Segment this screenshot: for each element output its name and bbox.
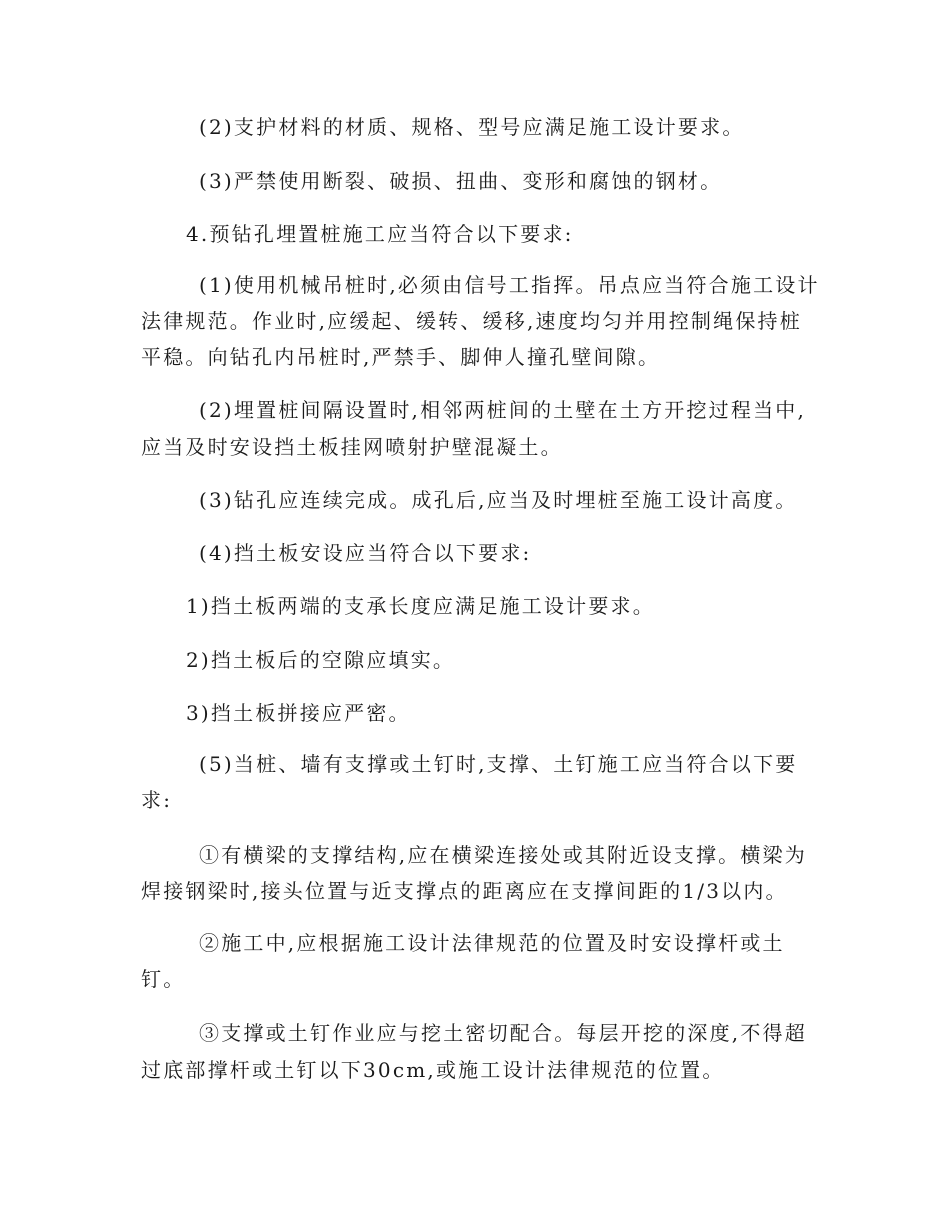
item-1-paragraph-line-3: 平稳。向钻孔内吊桩时,严禁手、脚伸人撞孔壁间隙。 — [141, 345, 661, 369]
circled-3-paragraph-line-2: 过底部撑杆或土钉以下30cm,或施工设计法律规范的位置。 — [141, 1058, 725, 1082]
item-5-paragraph-line-2: 求: — [141, 788, 173, 812]
section-4-heading: 4.预钻孔埋置桩施工应当符合以下要求: — [186, 222, 574, 246]
item-1-paragraph-line-2: 法律规范。作业时,应缓起、缓转、缓移,速度均匀并用控制绳保持桩 — [141, 309, 802, 333]
circled-3-paragraph-line-1: ③支撑或土钉作业应与挖土密切配合。每层开挖的深度,不得超 — [199, 1021, 807, 1045]
circled-1-paragraph-line-2: 焊接钢梁时,接头位置与近支撑点的距离应在支撑间距的1/3以内。 — [141, 879, 788, 903]
item-1-paragraph-line-1: (1)使用机械吊桩时,必须由信号工指挥。吊点应当符合施工设计 — [199, 273, 820, 297]
item-2-material-spec-line: (2)支护材料的材质、规格、型号应满足施工设计要求。 — [199, 115, 745, 139]
circled-2-paragraph-line-2: 钉。 — [141, 967, 186, 991]
subitem-2-fill-gaps: 2)挡土板后的空隙应填实。 — [186, 648, 456, 672]
item-4-retaining-board-heading: (4)挡土板安设应当符合以下要求: — [199, 541, 532, 565]
item-3-drilling-line: (3)钻孔应连续完成。成孔后,应当及时埋桩至施工设计高度。 — [199, 488, 798, 512]
subitem-1-support-length: 1)挡土板两端的支承长度应满足施工设计要求。 — [186, 594, 655, 618]
item-2-paragraph-line-2: 应当及时安设挡土板挂网喷射护壁混凝土。 — [141, 435, 563, 459]
item-5-paragraph-line-1: (5)当桩、墙有支撑或土钉时,支撑、土钉施工应当符合以下要 — [199, 752, 798, 776]
circled-1-paragraph-line-1: ①有横梁的支撑结构,应在横梁连接处或其附近设支撑。横梁为 — [199, 843, 807, 867]
subitem-3-tight-joints: 3)挡土板拼接应严密。 — [186, 701, 411, 725]
item-3-prohibit-damaged-steel: (3)严禁使用断裂、破损、扭曲、变形和腐蚀的钢材。 — [199, 169, 723, 193]
item-2-paragraph-line-1: (2)埋置桩间隔设置时,相邻两桩间的土壁在土方开挖过程当中, — [199, 398, 807, 422]
circled-2-paragraph-line-1: ②施工中,应根据施工设计法律规范的位置及时安设撑杆或土 — [199, 931, 785, 955]
